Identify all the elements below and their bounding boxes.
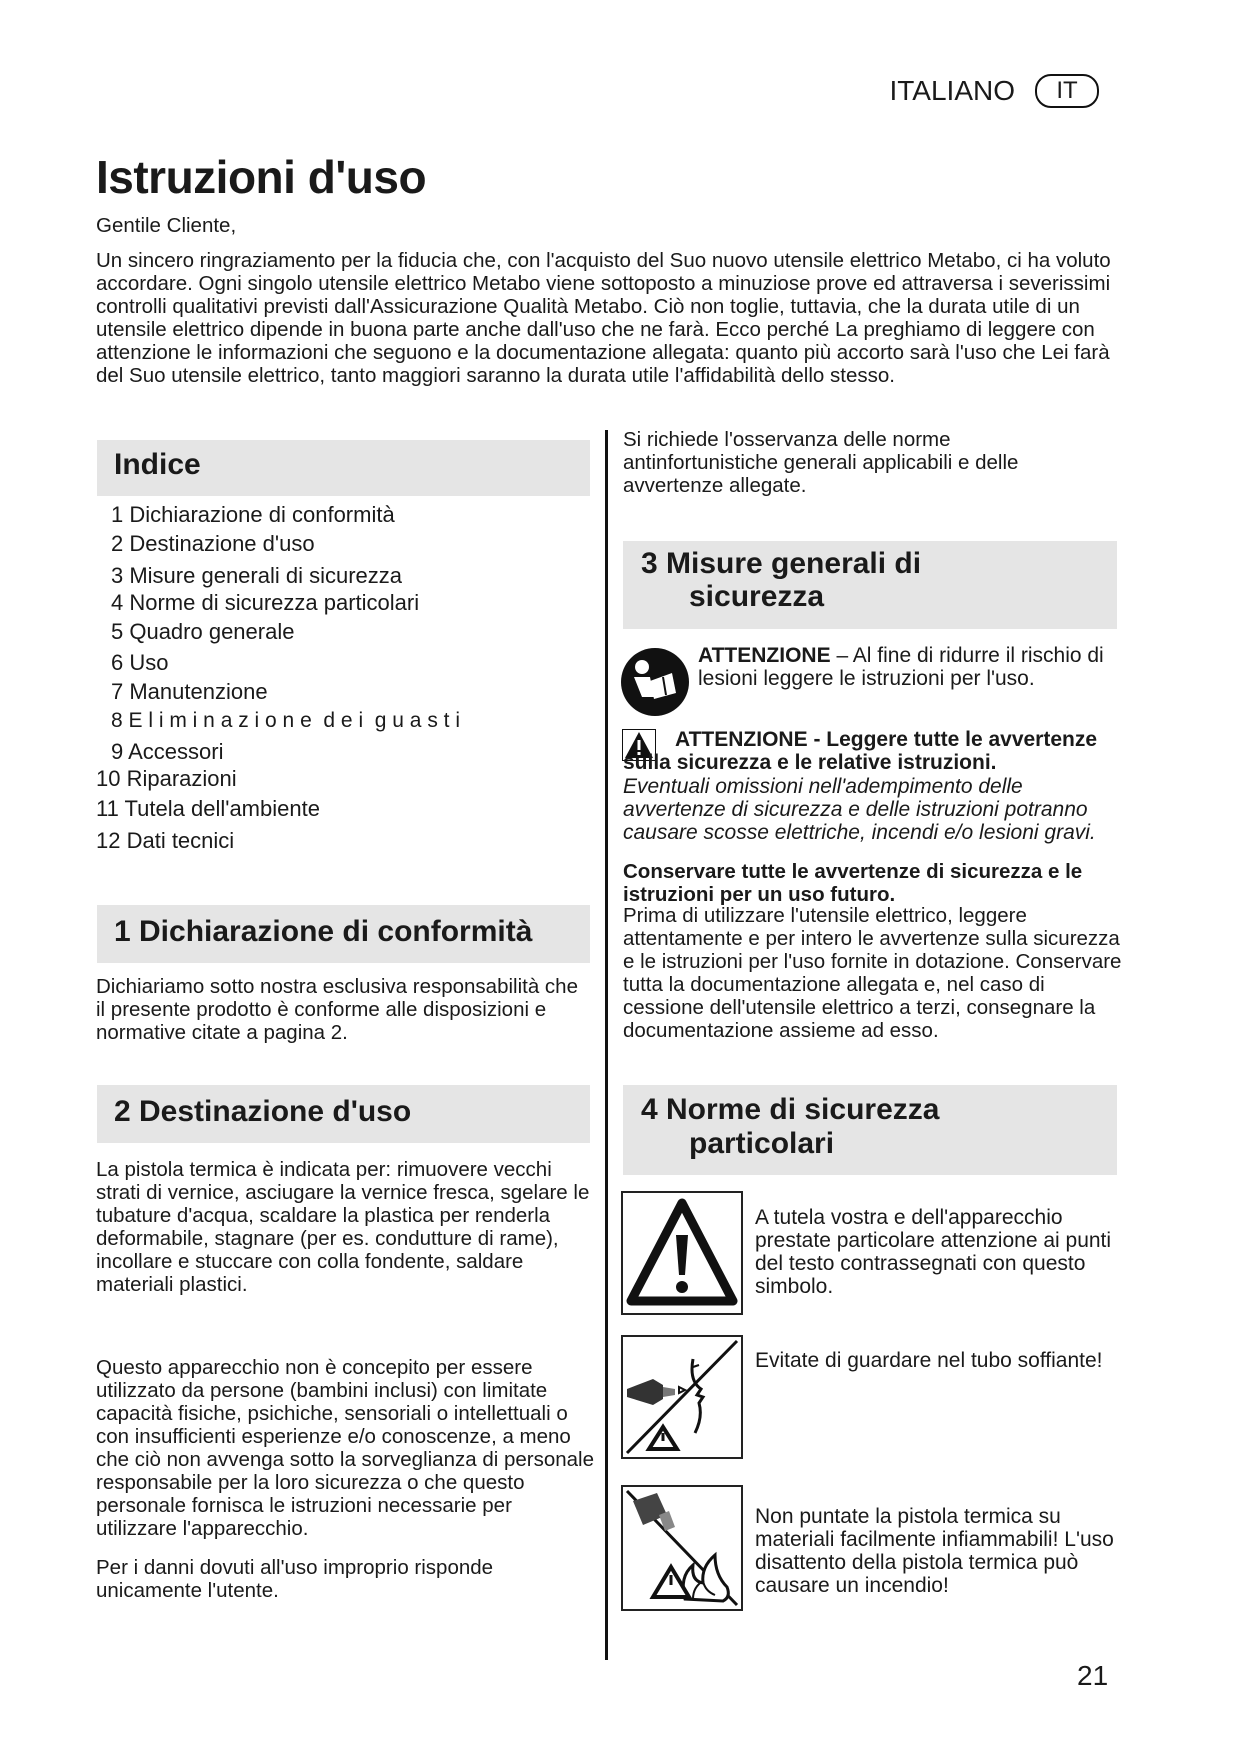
section2-heading-text: 2 Destinazione d'uso: [114, 1095, 412, 1128]
page-number: 21: [1077, 1660, 1109, 1691]
section1-body: Dichiariamo sotto nostra esclusiva responsabilità che il presente prodotto è conforme alle disposizioni e normative citate a pagina 2.: [96, 975, 578, 1044]
section4-heading: [623, 1085, 1117, 1175]
column-divider: [605, 430, 608, 1660]
toc-item[interactable]: 10 Riparazioni: [96, 766, 237, 791]
attention1-text: – Al fine di ridurre il rischio di lesioni leggere le istruzioni per l'uso.: [698, 644, 1104, 690]
toc-item[interactable]: 2 Destinazione d'uso: [111, 531, 315, 556]
section4-heading-line1: 4 Norme di sicurezza: [641, 1093, 940, 1126]
keep-instructions-bold: Conservare tutte le avvertenze di sicurezza e le istruzioni per un uso futuro.: [623, 860, 1083, 906]
intro-paragraph: Un sincero ringraziamento per la fiducia che, con l'acquisto del Suo nuovo utensile elettrico Metabo, ci ha voluto accordare. Ogni singolo utensile elettrico Metabo viene sottoposto a minuziose prove ed attraversa i severissimi controlli qualitativi previsti dall'Assicurazione Qualità Metabo. Ciò non toglie, tuttavia, che la durata utile di un utensile elettrico dipende in buona parte anche dall'uso che ne farà. Ecco perché La preghiamo di leggere con attenzione le informazioni che seguono e la documentazione allegata: quanto più accorto sarà l'uso che Lei farà del Suo utensile elettrico, tanto maggiori saranno la durata utile l'affidabilità dello stesso.: [96, 249, 1111, 387]
attention2-text: Eventuali omissioni nell'adempimento delle avvertenze di sicurezza e delle istruzioni potranno causare scosse elettriche, incendi e/o lesioni gravi.: [623, 775, 1096, 844]
page-title: Istruzioni d'uso: [96, 151, 427, 203]
toc-item[interactable]: 8 E l i m i n a z i o n e d e i g u a s t i: [111, 709, 460, 732]
section4-heading-line2: particolari: [689, 1127, 835, 1160]
attention1: [698, 644, 1118, 690]
right-intro: Si richiede l'osservanza delle norme antinfortunistiche generali applicabili e delle avvertenze allegate.: [623, 428, 1019, 497]
toc-item[interactable]: 5 Quadro generale: [111, 619, 295, 644]
section2-liability: Per i danni dovuti all'uso improprio risponde unicamente l'utente.: [96, 1556, 494, 1602]
toc-item[interactable]: 11 Tutela dell'ambiente: [96, 796, 320, 821]
toc-item[interactable]: 12 Dati tecnici: [96, 828, 235, 853]
section1-heading-text: 1 Dichiarazione di conformità: [114, 915, 533, 948]
toc-item[interactable]: 3 Misure generali di sicurezza: [111, 563, 403, 588]
toc-item[interactable]: 7 Manutenzione: [111, 679, 268, 704]
section3-heading: [623, 541, 1117, 629]
toc-item[interactable]: 9 Accessori: [111, 739, 224, 764]
language-label: ITALIANO: [889, 75, 1015, 106]
language-badge: IT: [1035, 74, 1099, 108]
toc-item[interactable]: 1 Dichiarazione di conformità: [111, 502, 395, 527]
fire-hazard-icon: [621, 1485, 743, 1611]
language-header: [889, 74, 1099, 108]
section1-heading: [97, 905, 590, 963]
index-heading-text: Indice: [114, 448, 201, 481]
keep-instructions-text: Prima di utilizzare l'utensile elettrico, leggere attentamente e per intero le avvertenze sulla sicurezza e le istruzioni per l'uso fornite in dotazione. Conservare tutta la documentazione allegata e, nel caso di cessione dell'utensile elettrico a terzi, consegnare la documentazione assieme ad esso.: [623, 904, 1122, 1042]
attention1-label: ATTENZIONE: [698, 644, 831, 667]
symbol3-text: Non puntate la pistola termica su materiali facilmente infiammabili! L'uso disattento della pistola termica può causare un incendio!: [755, 1505, 1114, 1597]
attention2-label: ATTENZIONE - Leggere tutte le avvertenze sulla sicurezza e le relative istruzioni.: [623, 728, 1098, 774]
toc-item[interactable]: 4 Norme di sicurezza particolari: [111, 590, 420, 615]
greeting: Gentile Cliente,: [96, 214, 237, 237]
read-manual-icon: [620, 647, 690, 717]
section2-uses: La pistola termica è indicata per: rimuovere vecchi strati di vernice, asciugare la vernice fresca, sgelare le tubature d'acqua, scaldare la plastica per renderla deformabile, stagnare (per es. condutture di rame), incollare e stuccare con colla fondente, saldare materiali plastici.: [96, 1158, 590, 1296]
symbol1-text: A tutela vostra e dell'apparecchio prestate particolare attenzione ai punti del testo contrassegnati con questo simbolo.: [755, 1206, 1112, 1298]
section3-heading-line2: sicurezza: [689, 580, 825, 613]
general-warning-icon: [621, 1191, 743, 1315]
no-look-nozzle-icon: [621, 1335, 743, 1459]
section2-heading: [97, 1085, 590, 1143]
index-heading: [97, 440, 590, 496]
toc-item[interactable]: 6 Uso: [111, 650, 169, 675]
section2-restriction: Questo apparecchio non è concepito per essere utilizzato da persone (bambini inclusi) con limitate capacità fisiche, psichiche, sensoriali o intellettuali o con insufficienti esperienze e/o conoscenze, a meno che ciò non avvenga sotto la sorveglianza di personale responsabile per la loro sicurezza o che questo personale fornisca le istruzioni necessarie per utilizzare l'apparecchio.: [96, 1356, 595, 1540]
symbol2-text: Evitate di guardare nel tubo soffiante!: [755, 1349, 1103, 1372]
section3-heading-line1: 3 Misure generali di: [641, 547, 922, 580]
